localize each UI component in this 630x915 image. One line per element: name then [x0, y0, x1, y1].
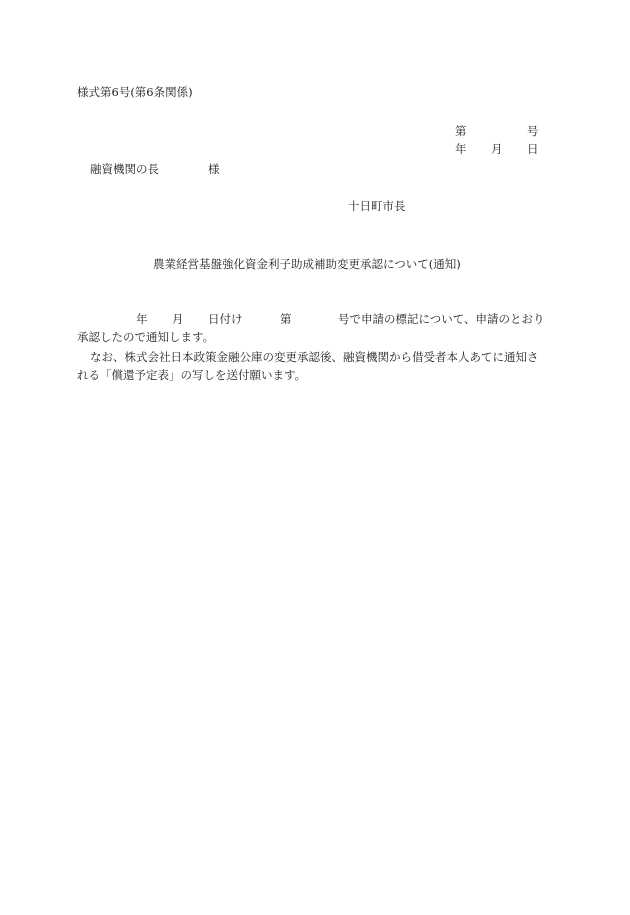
sender-name: 十日町市長: [348, 199, 406, 213]
body-line4-text: れる「償還予定表」の写しを送付願います。: [77, 368, 307, 382]
form-number-label: 様式第6号(第6条関係): [77, 85, 193, 99]
body-line2-text: 承認したので通知します。: [77, 330, 215, 344]
date-year-label: 年: [455, 142, 467, 156]
addressee-name: 融資機関の長: [90, 162, 159, 176]
doc-number-suffix: 号: [527, 124, 539, 138]
document-title: 農業経営基盤強化資金利子助成補助変更承認について(通知): [153, 257, 461, 271]
doc-number-prefix: 第: [455, 124, 467, 138]
addressee-honorific: 様: [208, 162, 220, 176]
body-dated-label: 日付け: [208, 312, 243, 326]
date-day-label: 日: [527, 142, 539, 156]
body-line3-text: なお、株式会社日本政策金融公庫の変更承認後、融資機関から借受者本人あてに通知さ: [90, 350, 539, 364]
body-month-label: 月: [172, 312, 184, 326]
body-number-prefix: 第: [280, 312, 292, 326]
body-line1-text: 号で申請の標記について、申請のとおり: [338, 312, 545, 326]
date-month-label: 月: [491, 142, 503, 156]
body-year-label: 年: [136, 312, 148, 326]
